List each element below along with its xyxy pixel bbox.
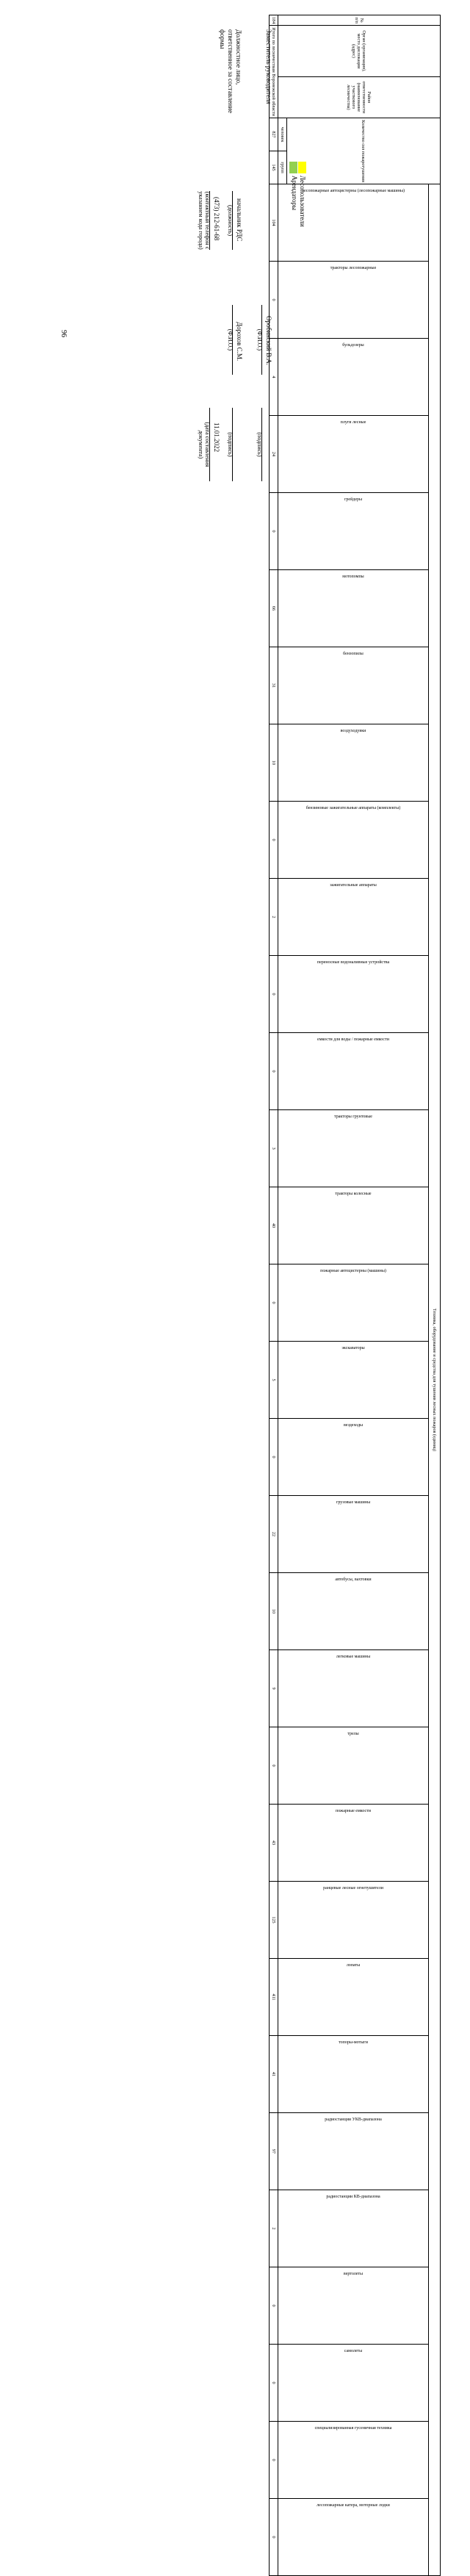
org-header: Орган (организация), место дислокации (адрес) <box>278 26 441 76</box>
tech-item-18 <box>278 1496 429 1573</box>
tech-item-label: переносные водоналивные устройства <box>317 960 390 965</box>
tech-item-label: вездеходы <box>343 1423 364 1428</box>
tech-item-label: грузовые машины <box>336 1500 371 1505</box>
total-value-15: 0 <box>270 1264 278 1342</box>
tech-item-14 <box>278 1187 429 1264</box>
area-header: Район ответственности (наименование участкового лесничества) <box>278 76 441 118</box>
total-value-12: 0 <box>270 1033 278 1110</box>
total-value-26: 97 <box>270 2113 278 2190</box>
tech-item-6 <box>278 570 429 647</box>
total-value-24: 411 <box>270 1959 278 2036</box>
total-value-1: 104 <box>270 184 278 262</box>
legend-swatch-green <box>289 162 297 173</box>
total-num: 184 <box>270 15 278 26</box>
tech-item-8 <box>278 724 429 802</box>
tech-item-20 <box>278 1650 429 1727</box>
position-caption: (должность) <box>227 205 234 236</box>
tech-item-label: воздуходувки <box>340 729 366 733</box>
tech-item-label: специализированная гусеничная техника <box>314 2426 392 2431</box>
deputy-label: Заместитель руководителя <box>265 29 272 104</box>
total-value-25: 41 <box>270 2036 278 2113</box>
tech-item-label: лесопожарные автоцистерны (лесопожарные машины) <box>302 189 405 193</box>
tech-item-label: мотопомпы <box>342 575 364 579</box>
num-header: № п/п <box>278 15 441 26</box>
tech-item-label: экскаваторы <box>341 1346 365 1350</box>
tech-item-30 <box>278 2422 429 2499</box>
tech-item-label: плуги лесные <box>340 420 366 425</box>
total-value-9: 0 <box>270 802 278 879</box>
groups-header: групп <box>278 151 287 184</box>
responsible-label: Должностное лицо, ответственное за составление формы <box>219 29 242 113</box>
total-value-23: 125 <box>270 1882 278 1959</box>
tech-item-3 <box>278 339 429 416</box>
legend-item-users: Лесопользователи <box>298 162 306 227</box>
fio-caption-2: (Ф.И.О.) <box>227 328 234 351</box>
total-value-13: 3 <box>270 1110 278 1187</box>
total-value-22: 43 <box>270 1805 278 1882</box>
tech-item-label: бульдозеры <box>342 343 364 348</box>
page-number: 96 <box>59 330 68 337</box>
tech-item-15 <box>278 1264 429 1342</box>
total-value-5: 0 <box>270 493 278 570</box>
total-value-18: 22 <box>270 1496 278 1573</box>
tech-item-label: лопаты <box>346 1963 361 1968</box>
total-value-6: 66 <box>270 570 278 647</box>
tech-item-label: грейдеры <box>344 497 363 502</box>
tech-item-17 <box>278 1419 429 1496</box>
total-value-30: 0 <box>270 2422 278 2499</box>
total-value-17: 0 <box>270 1419 278 1496</box>
tech-item-7 <box>278 647 429 724</box>
tech-item-label: легковые машины <box>336 1655 371 1659</box>
total-value-31: 0 <box>270 2499 278 2576</box>
total-value-10: 2 <box>270 879 278 956</box>
tech-item-label: ранцевые лесные огнетушители <box>323 1886 383 1890</box>
total-people: 827 <box>270 118 278 151</box>
tech-header: Техника, оборудование и средства для тушения лесных пожаров (единиц) <box>429 184 441 2576</box>
total-value-4: 24 <box>270 416 278 493</box>
total-value-8: 10 <box>270 724 278 802</box>
people-header: человек <box>278 118 287 151</box>
tech-item-label: бензопилы <box>343 652 364 656</box>
total-value-28: 0 <box>270 2267 278 2345</box>
tech-item-label: пожарные автоцистерны (машины) <box>320 1269 386 1273</box>
total-value-3: 4 <box>270 339 278 416</box>
total-value-29: 0 <box>270 2345 278 2422</box>
tech-item-10 <box>278 879 429 956</box>
tech-item-9 <box>278 802 429 879</box>
tech-item-31 <box>278 2499 429 2576</box>
fio-caption-1: (Ф.И.О.) <box>256 328 263 351</box>
tech-item-5 <box>278 493 429 570</box>
tech-item-label: лесопожарные катера, моторные лодки <box>317 2503 390 2508</box>
position: начальник РДС <box>236 198 243 242</box>
total-label: Итого по лесничествам Воронежской области <box>270 26 278 118</box>
legend-swatch-yellow <box>298 162 306 173</box>
legend-item-tenants: Арендаторы <box>289 162 297 227</box>
tech-item-label: топоры-мотыги <box>339 2040 368 2045</box>
tech-item-label: радиостанции УКВ-диапазона <box>325 2118 382 2122</box>
tech-item-28 <box>278 2267 429 2345</box>
tech-item-label: тракторы лесопожарные <box>330 266 377 270</box>
tech-item-23 <box>278 1882 429 1959</box>
total-value-21: 0 <box>270 1727 278 1805</box>
tech-item-22 <box>278 1805 429 1882</box>
total-groups: 145 <box>270 151 278 184</box>
phone: (473) 212-61-68 <box>213 197 220 241</box>
rotated-page <box>29 15 441 2539</box>
tech-item-label: тракторы колесные <box>335 1192 372 1196</box>
tech-item-13 <box>278 1110 429 1187</box>
tech-item-27 <box>278 2190 429 2267</box>
tech-item-26 <box>278 2113 429 2190</box>
total-value-19: 10 <box>270 1573 278 1650</box>
force-header: Количество сил пожаротушения <box>287 118 441 184</box>
tech-item-21 <box>278 1727 429 1805</box>
responsible-name: Дорохов С.М. <box>236 322 243 361</box>
tech-item-label: вертолеты <box>343 2272 364 2276</box>
total-value-27: 2 <box>270 2190 278 2267</box>
tech-item-label: самолеты <box>344 2349 363 2353</box>
tech-item-16 <box>278 1342 429 1419</box>
total-value-16: 5 <box>270 1342 278 1419</box>
tech-item-24 <box>278 1959 429 2036</box>
date: 11.01.2022 <box>213 422 220 453</box>
tech-item-label: пожарные емкости <box>336 1809 371 1813</box>
tech-item-label: бензиновые зажигательные аппараты (комплекты) <box>306 806 401 810</box>
tech-item-label: автобусы, вахтовки <box>335 1577 372 1582</box>
total-value-14: 40 <box>270 1187 278 1264</box>
total-value-2: 0 <box>270 262 278 339</box>
tech-item-label: радиостанции КВ-диапазона <box>326 2195 380 2199</box>
tech-item-4 <box>278 416 429 493</box>
sign-caption-2: (подпись) <box>227 432 234 457</box>
tech-item-11 <box>278 956 429 1033</box>
sign-caption-1: (подпись) <box>256 432 263 457</box>
phone-caption: (контактный телефон с указанием кода города) <box>198 191 211 250</box>
legend <box>289 162 306 227</box>
total-value-7: 31 <box>270 647 278 724</box>
tech-item-19 <box>278 1573 429 1650</box>
tech-item-label: тракторы грунтовые <box>334 1115 372 1119</box>
deputy-name: Оробинский В.А. <box>265 316 272 365</box>
tech-item-label: емкости для воды / пожарные емкости <box>317 1037 389 1042</box>
tech-item-12 <box>278 1033 429 1110</box>
total-value-20: 9 <box>270 1650 278 1727</box>
tech-item-label: зажигательные аппараты <box>330 883 377 888</box>
date-caption: (дата составления документа) <box>198 422 211 467</box>
tech-item-2 <box>278 262 429 339</box>
tech-item-label: трелы <box>347 1732 359 1736</box>
total-value-11: 0 <box>270 956 278 1033</box>
tech-item-29 <box>278 2345 429 2422</box>
tech-item-25 <box>278 2036 429 2113</box>
forces-table <box>269 15 441 2576</box>
